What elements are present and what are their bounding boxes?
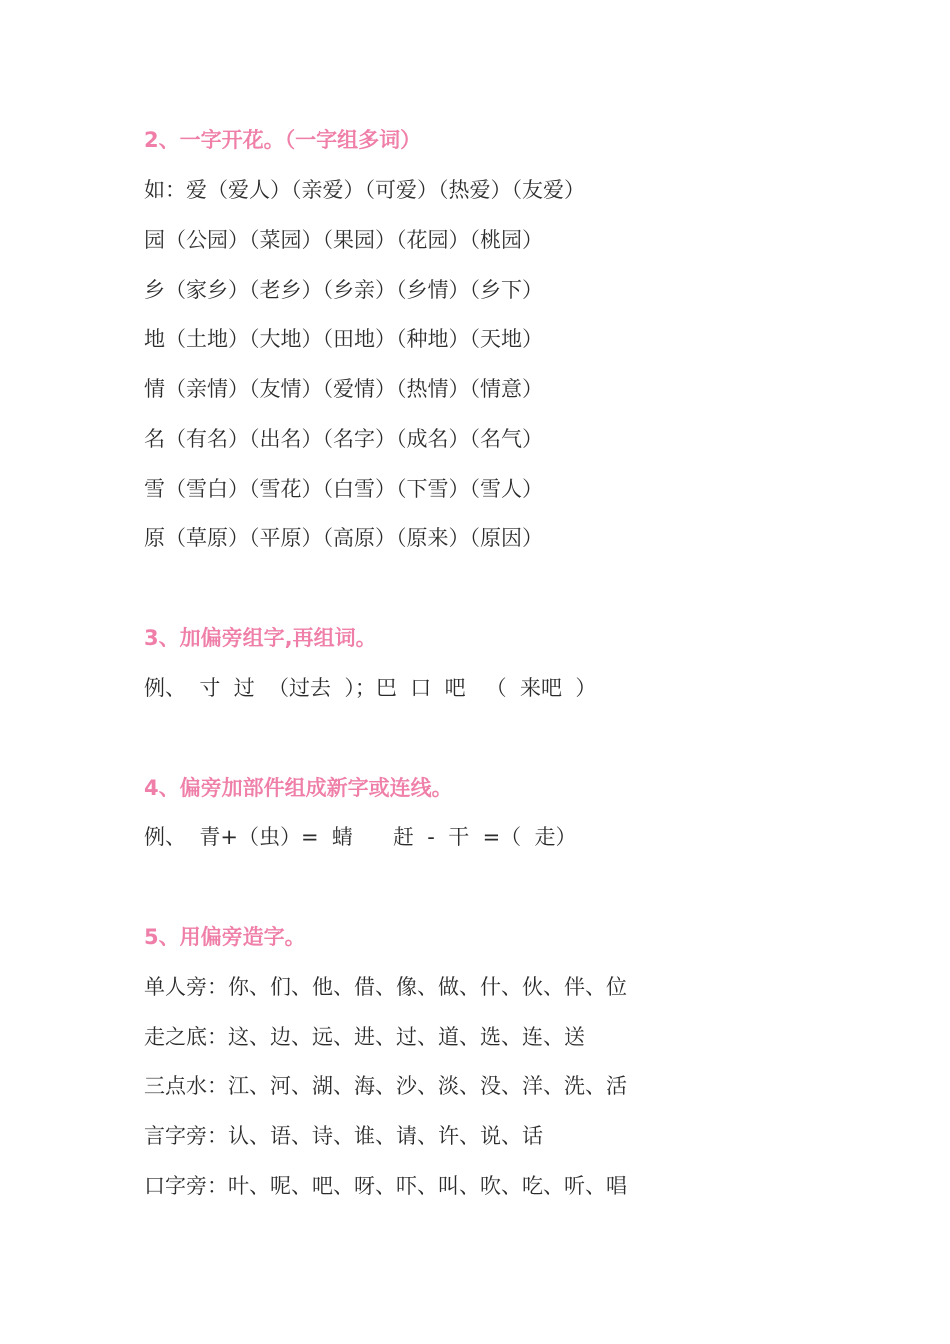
section-3-heading: 3、加偏旁组字,再组词。 — [144, 626, 377, 650]
section-2-line: 雪（雪白）（雪花）（白雪）（下雪）（雪人） — [144, 477, 543, 501]
section-2-line: 乡（家乡）（老乡）（乡亲）（乡情）（乡下） — [144, 278, 543, 302]
section-2-line: 名（有名）（出名）（名字）（成名）（名气） — [144, 427, 543, 451]
section-5-line: 单人旁：你、们、他、借、像、做、什、伙、伴、位 — [144, 975, 627, 999]
section-2-heading: 2、一字开花。（一字组多词） — [144, 128, 422, 152]
section-4-heading: 4、偏旁加部件组成新字或连线。 — [144, 776, 453, 800]
section-5-line: 走之底：这、边、远、进、过、道、选、连、送 — [144, 1025, 585, 1049]
section-5-line: 言字旁：认、语、诗、谁、请、许、说、话 — [144, 1124, 543, 1148]
section-3-example: 例、 寸 过 （过去 ）；巴 口 吧 （ 来吧 ） — [144, 676, 597, 700]
section-5-heading: 5、用偏旁造字。 — [144, 925, 306, 949]
section-2-line: 情（亲情）（友情）（爱情）（热情）（情意） — [144, 377, 543, 401]
section-2-line: 地（土地）（大地）（田地）（种地）（天地） — [144, 327, 543, 351]
section-2-line: 如：爱（爱人）（亲爱）（可爱）（热爱）（友爱） — [144, 178, 585, 202]
section-2-line: 原（草原）（平原）（高原）（原来）（原因） — [144, 526, 543, 550]
section-5-line: 口字旁：叶、呢、吧、呀、吓、叫、吹、吃、听、唱 — [144, 1174, 627, 1198]
section-2-line: 园（公园）（菜园）（果园）（花园）（桃园） — [144, 228, 543, 252]
section-4-example: 例、 青+（虫）= 蜻 赶 - 干 =（ 走） — [144, 825, 577, 849]
section-5-line: 三点水：江、河、湖、海、沙、淡、没、洋、洗、活 — [144, 1074, 627, 1098]
